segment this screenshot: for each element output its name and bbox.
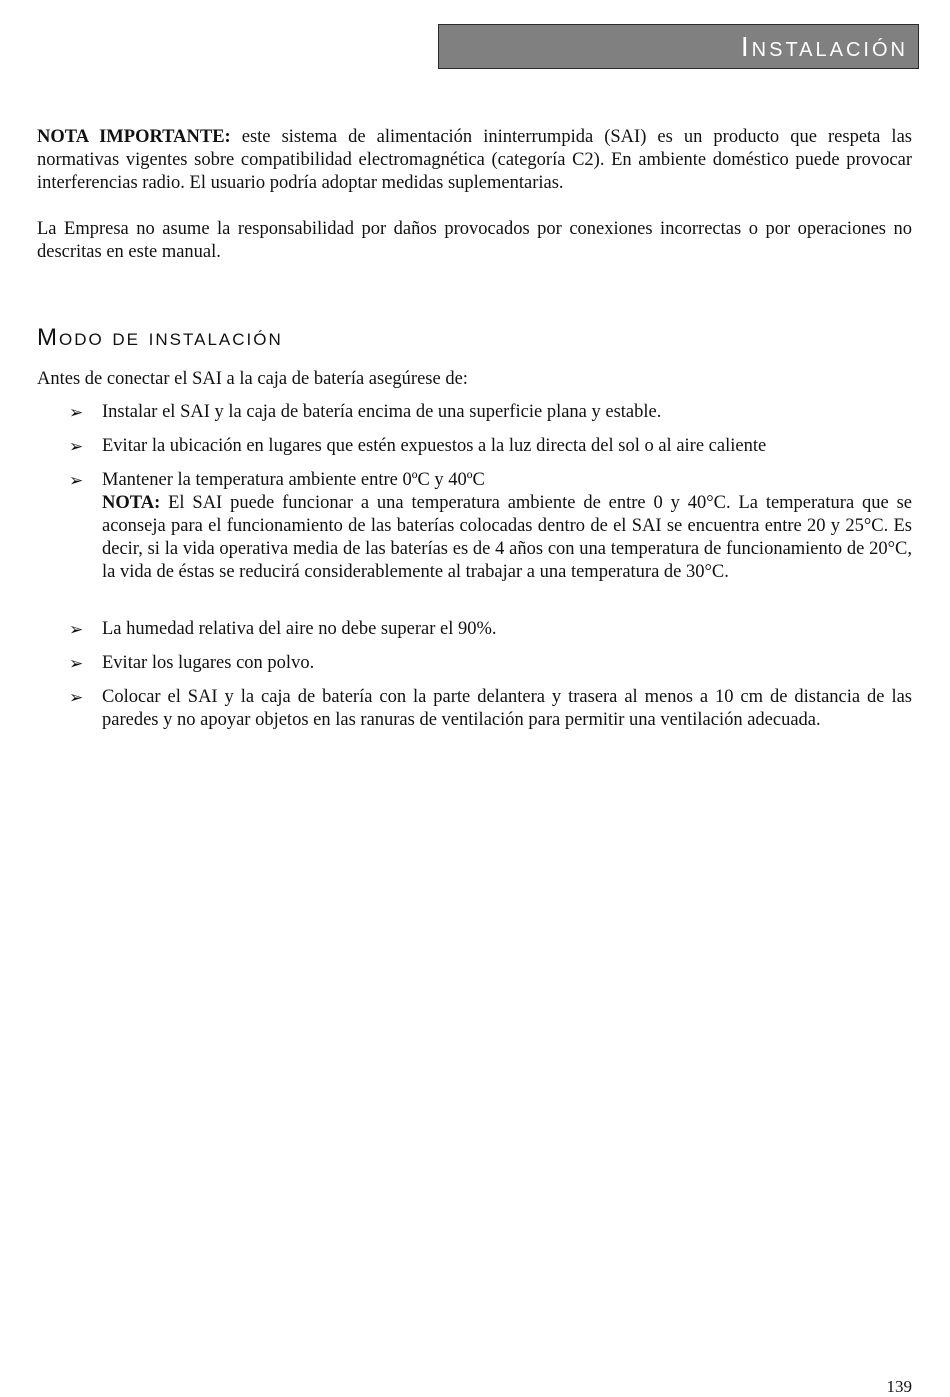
page-number: 139	[886, 1377, 912, 1396]
arrow-bullet-icon: ➢	[69, 654, 84, 674]
section-heading: Modo de instalación	[37, 324, 283, 351]
arrow-bullet-icon: ➢	[69, 403, 84, 423]
arrow-bullet-icon: ➢	[69, 437, 84, 457]
arrow-bullet-icon: ➢	[69, 620, 84, 640]
section-header-title: Instalación	[740, 31, 908, 62]
temperature-note-text: El SAI puede funcionar a una temperatura ambiente de entre 0 y 40°C. La temperatura que se aconseja para el funcionamiento de las baterías colocadas dentro de el SAI se encuentra entre 20 y 25°C. Es decir, si la vida operativa media de las baterías es de 4 años con una temperatura de funcionamiento de 20°C, la vida de éstas se reducirá considerablemente al trabajar a una temperatura de 30°C.	[102, 493, 912, 582]
list-item-text: La humedad relativa del aire no debe superar el 90%.	[102, 619, 497, 639]
arrow-bullet-icon: ➢	[69, 471, 84, 491]
list-item-text: Colocar el SAI y la caja de batería con la parte delantera y trasera al menos a 10 cm de distancia de las paredes y no apoyar objetos en las ranuras de ventilación para permitir una ventilación adecuada.	[102, 687, 912, 730]
list-item-text	[102, 469, 912, 584]
arrow-bullet-icon: ➢	[69, 688, 84, 708]
important-note-paragraph	[37, 126, 912, 195]
liability-paragraph: La Empresa no asume la responsabilidad por daños provocados por conexiones incorrectas o por operaciones no descritas en este manual.	[37, 219, 912, 262]
list-item-text: Evitar la ubicación en lugares que estén expuestos a la luz directa del sol o al aire caliente	[102, 436, 767, 456]
section-header	[438, 24, 919, 69]
important-note-text: este sistema de alimentación ininterrumpida (SAI) es un producto que respeta las normativas vigentes sobre compatibilidad electromagnética (categoría C2). En ambiente doméstico puede provocar interferencias radio. El usuario podría adoptar medidas suplementarias.	[37, 127, 912, 193]
temperature-note-label: NOTA:	[102, 493, 161, 513]
section-intro: Antes de conectar el SAI a la caja de batería asegúrese de:	[37, 369, 468, 389]
important-note-label: NOTA IMPORTANTE:	[37, 127, 231, 147]
list-item-text: Instalar el SAI y la caja de batería encima de una superficie plana y estable.	[102, 402, 662, 422]
list-item-main-text: Mantener la temperatura ambiente entre 0ºC y 40ºC	[102, 470, 485, 490]
list-item-text: Evitar los lugares con polvo.	[102, 653, 315, 673]
